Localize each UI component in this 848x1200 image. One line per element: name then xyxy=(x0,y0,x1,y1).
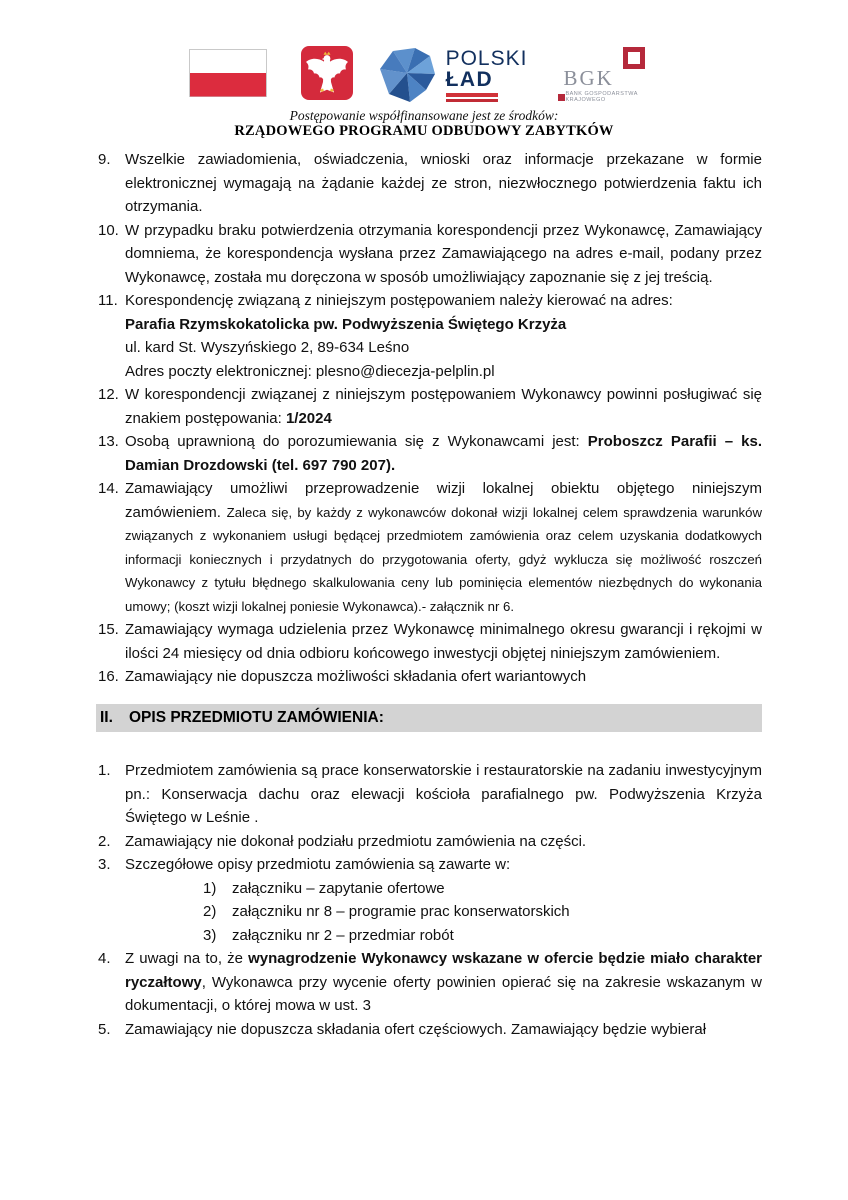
bgk-subtitle-line2: KRAJOWEGO xyxy=(565,97,606,103)
item-number: 10. xyxy=(98,221,119,239)
text-segment: , Wykonawca przy wycenie oferty powinien opierać się na zakresie wskazanym w dokumentacji, o której mowa w ust. 3 xyxy=(125,973,762,1014)
item-number: 5. xyxy=(98,1020,111,1038)
sub-item-number: 3) xyxy=(203,926,217,944)
item-number: 1. xyxy=(98,762,111,779)
list-item xyxy=(98,289,762,383)
text-segment: Zamawiający nie dopuszcza możliwości składania ofert wariantowych xyxy=(125,668,587,685)
text-segment: Z uwagi na to, że xyxy=(125,950,249,967)
bgk-square-icon xyxy=(623,47,645,69)
bgk-subtitle-line1: BANK GOSPODARSTWA xyxy=(565,91,638,97)
text-segment: Proboszcz Parafii – ks. Damian Drozdowski (tel. 697 790 207). xyxy=(125,433,762,474)
sub-item-number: 1) xyxy=(203,879,217,897)
polski-lad-word1: POLSKI xyxy=(445,47,528,70)
sub-item-number: 2) xyxy=(203,903,217,920)
item-number: 16. xyxy=(98,668,119,685)
text-segment: Wszelkie zawiadomienia, oświadczenia, wnioski oraz informacje przekazane w formie elektronicznej wymagają na żądanie każdej ze stron, niezwłocznego potwierdzenia faktu ich otrzymania. xyxy=(125,151,762,215)
sub-list-item xyxy=(203,877,762,901)
bgk-dot-icon xyxy=(558,94,565,101)
text-segment: Zamawiający umożliwi przeprowadzenie wizji lokalnej obiektu objętego niniejszym zamówieniem. xyxy=(125,480,762,521)
item-text xyxy=(125,383,762,430)
item-text xyxy=(125,430,762,477)
address-line: ul. kard St. Wyszyńskiego 2, 89-634 Leśno xyxy=(125,339,410,356)
polski-lad-logo xyxy=(379,47,528,103)
polski-lad-word2: ŁAD xyxy=(445,68,494,91)
list-item xyxy=(98,830,762,854)
text-segment: W korespondencji związanej z niniejszym postępowaniem Wykonawcy powinni posługiwać się znakiem postępowania: xyxy=(125,386,762,427)
list-item xyxy=(98,219,762,290)
item-text xyxy=(125,148,762,219)
text-segment: W przypadku braku potwierdzenia otrzymania korespondencji przez Wykonawcę, Zamawiający domniema, że korespondencja wysłana przez Zamawiającego na adres e-mail, podany przez Wykonawcę, została mu doręczona w sposób umożliwiający zapoznanie się z jej treścią. xyxy=(125,221,762,286)
list-item xyxy=(98,148,762,219)
polski-lad-flag-stripes-icon xyxy=(446,93,498,102)
address-line: Parafia Rzymskokatolicka pw. Podwyższenia Świętego Krzyża xyxy=(125,315,567,333)
address-line: Adres poczty elektronicznej: plesno@diecezja-pelplin.pl xyxy=(125,362,495,380)
item-text xyxy=(125,289,762,383)
item-number: 15. xyxy=(98,621,119,638)
text-segment: wynagrodzenie Wykonawcy wskazane w ofercie będzie miało charakter ryczałtowy xyxy=(125,950,762,991)
text-segment: Zamawiający nie dopuszcza składania ofert częściowych. Zamawiający będzie wybierał xyxy=(125,1020,707,1038)
document-body xyxy=(0,139,848,1041)
header-logos xyxy=(0,44,848,106)
subject-description-list xyxy=(98,759,762,1041)
general-terms-list xyxy=(98,148,762,689)
text-segment: Korespondencję związaną z niniejszym postępowaniem należy kierować na adres: xyxy=(125,292,673,309)
list-item xyxy=(98,383,762,430)
item-number: 12. xyxy=(98,386,119,403)
cofunding-note: Postępowanie współfinansowane jest ze środków: xyxy=(289,108,559,123)
attachment-sublist xyxy=(203,877,762,948)
item-text xyxy=(125,219,762,290)
item-text xyxy=(125,665,762,689)
sub-list-item xyxy=(203,924,762,948)
item-number: 2. xyxy=(98,832,111,850)
section-title: OPIS PRZEDMIOTU ZAMÓWIENIA: xyxy=(129,709,384,726)
section-heading-opis-przedmiotu xyxy=(96,704,762,733)
sub-list-item xyxy=(203,900,762,924)
poland-coat-of-arms-icon xyxy=(301,46,353,105)
item-number: 4. xyxy=(98,950,111,967)
item-text xyxy=(125,947,762,1018)
polski-lad-wordmark xyxy=(446,48,528,102)
document-header xyxy=(0,0,848,139)
item-number: 13. xyxy=(98,433,119,450)
item-number: 3. xyxy=(98,856,111,873)
item-text xyxy=(125,830,762,854)
list-item xyxy=(98,477,762,618)
list-item xyxy=(98,430,762,477)
bgk-subtitle xyxy=(565,91,637,103)
section-number: II. xyxy=(100,709,113,726)
bgk-abbr: BGK xyxy=(563,66,614,90)
sub-item-text: załączniku – zapytanie ofertowe xyxy=(232,879,445,897)
list-item xyxy=(98,853,762,947)
poland-map-icon xyxy=(379,47,437,103)
item-text xyxy=(125,853,762,947)
bgk-logo xyxy=(557,46,659,104)
text-segment: Osobą uprawnioną do porozumiewania się z Wykonawcami jest: xyxy=(125,433,588,450)
text-segment: Szczegółowe opisy przedmiotu zamówienia są zawarte w: xyxy=(125,856,511,873)
item-number: 14. xyxy=(98,480,119,497)
sub-item-text: załączniku nr 8 – programie prac konserwatorskich xyxy=(232,903,570,920)
program-name: RZĄDOWEGO PROGRAMU ODBUDOWY ZABYTKÓW xyxy=(234,123,614,139)
item-number: 11. xyxy=(98,292,118,309)
item-text xyxy=(125,618,762,665)
sub-item-text: załączniku nr 2 – przedmiar robót xyxy=(232,926,454,944)
text-segment: Zamawiający nie dokonał podziału przedmiotu zamówienia na części. xyxy=(125,832,587,850)
item-number: 9. xyxy=(98,151,111,168)
item-text xyxy=(125,1018,762,1042)
list-item xyxy=(98,947,762,1018)
item-text xyxy=(125,759,762,830)
text-segment: 1/2024 xyxy=(285,409,332,427)
text-segment: Zamawiający wymaga udzielenia przez Wykonawcę minimalnego okresu gwarancji i rękojmi w ilości 24 miesięcy od dnia odbioru końcowego inwestycji objętej niniejszym zamówieniem. xyxy=(125,621,762,662)
text-segment: Przedmiotem zamówienia są prace konserwatorskie i restauratorskie na zadaniu inwestycyjnym pn.: Konserwacja dachu oraz elewacji kościoła parafialnego pw. Podwyższenia Krzyża Świętego w Leśnie . xyxy=(125,762,762,826)
poland-flag-icon xyxy=(189,49,267,102)
list-item xyxy=(98,759,762,830)
list-item xyxy=(98,1018,762,1042)
list-item xyxy=(98,618,762,665)
cofunding-caption xyxy=(0,108,848,139)
item-text xyxy=(125,477,762,618)
list-item xyxy=(98,665,762,689)
text-segment: Zaleca się, by każdy z wykonawców dokonał wizji lokalnej celem sprawdzenia warunków związanych z wykonaniem usługi będącej przedmiotem zamówienia oraz celem uzyskania dodatkowych informacji koniecznych i przydatnych do przygotowania oferty, gdyż wyklucza się możliwość roszczeń Wykonawcy z tytułu błędnego skalkulowania ceny lub pominięcia elementów niezbędnych do wykonania umowy; (koszt wizji lokalnej poniesie Wykonawca).- załącznik nr 6. xyxy=(125,504,762,614)
